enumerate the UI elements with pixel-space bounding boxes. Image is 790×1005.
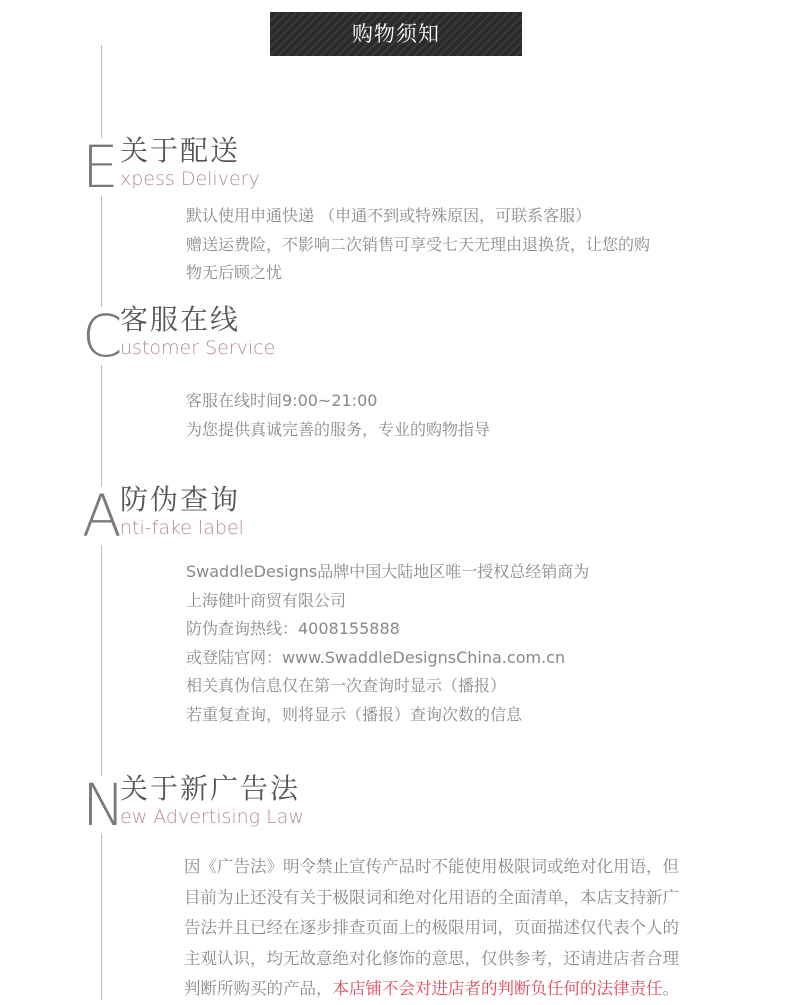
body-line: SwaddleDesigns品牌中国大陆地区唯一授权总经销商为 xyxy=(186,562,590,581)
section-title-cn: 防伪查询 xyxy=(120,483,241,516)
section-title-en: ew Advertising Law xyxy=(120,806,304,828)
body-line: 若重复查询，则将显示（播报）查询次数的信息 xyxy=(186,704,523,724)
section-title-en: nti-fake label xyxy=(120,517,244,539)
service-body xyxy=(186,387,716,444)
body-line: 目前为止还没有关于极限词和绝对化用语的全面清单，本店支持新广 xyxy=(184,887,679,907)
page-title: 购物须知 xyxy=(270,12,522,56)
section-title-cn: 关于新广告法 xyxy=(120,772,301,805)
section-title-cn: 客服在线 xyxy=(120,303,241,336)
body-line: 防伪查询热线：4008155888 xyxy=(186,619,400,639)
law-last-line-end: 。 xyxy=(662,979,679,998)
section-initial-letter: C xyxy=(82,302,123,370)
advertising-law-body xyxy=(184,852,710,1005)
body-line: 为您提供真诚完善的服务，专业的购物指导 xyxy=(186,419,491,439)
section-title-cn: 关于配送 xyxy=(120,134,241,167)
section-title-en: xpess Delivery xyxy=(120,168,260,190)
body-line: 相关真伪信息仅在第一次查询时显示（播报） xyxy=(186,676,507,696)
section-initial-letter: A xyxy=(82,482,122,550)
body-line: 告法并且已经在逐步排查页面上的极限用词，页面描述仅代表个人的 xyxy=(184,918,679,937)
anti-fake-body xyxy=(186,558,716,730)
body-line: 因《广告法》明令禁止宣传产品时不能使用极限词或绝对化用语，但 xyxy=(184,857,679,876)
body-line: 客服在线时间9:00~21:00 xyxy=(186,391,378,410)
body-line: 物无后顾之忧 xyxy=(186,263,283,283)
body-line: 或登陆官网：www.SwaddleDesignsChina.com.cn xyxy=(186,647,566,667)
section-initial-letter: N xyxy=(82,771,126,839)
law-last-line-text: 判断所购买的产品， xyxy=(184,979,333,998)
section-title-en: ustomer Service xyxy=(120,337,276,359)
body-line: 主观认识，均无故意绝对化修饰的意思，仅供参考，还请进店者合理 xyxy=(184,948,679,968)
section-initial-letter: E xyxy=(82,133,119,201)
body-line: 赠送运费险，不影响二次销售可享受七天无理由退换货，让您的购 xyxy=(186,234,651,254)
liability-disclaimer-highlight: 本店铺不会对进店者的判断负任何的法律责任 xyxy=(332,979,663,998)
body-line: 默认使用申通快递 （申通不到或特殊原因，可联系客服） xyxy=(186,206,592,225)
delivery-body xyxy=(186,202,716,288)
body-line: 上海健叶商贸有限公司 xyxy=(186,590,347,610)
